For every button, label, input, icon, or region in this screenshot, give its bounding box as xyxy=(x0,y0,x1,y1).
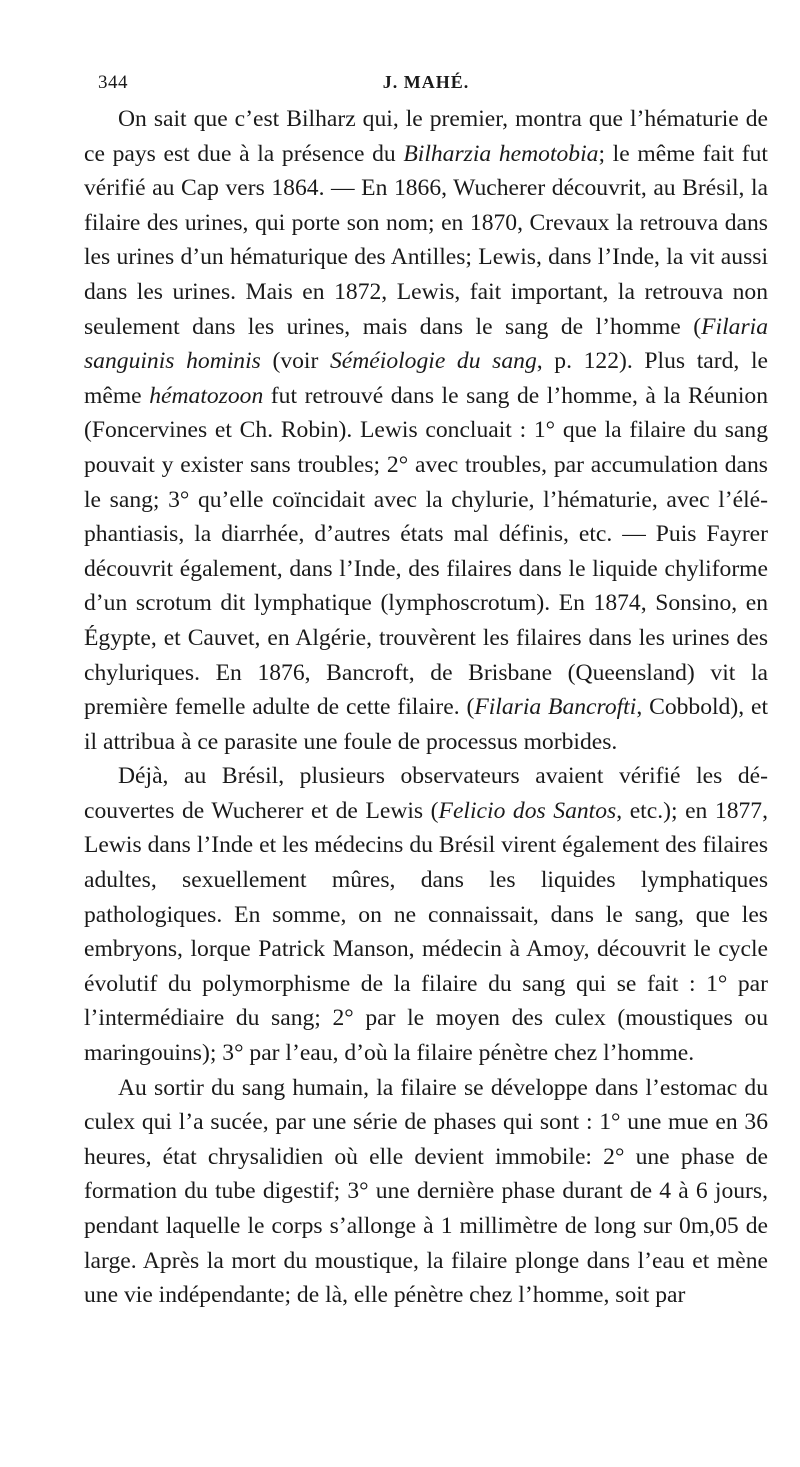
italic-text: Filaria sanguinis hominis xyxy=(84,313,768,375)
text-run: ; le même fait fut vérifié au Cap vers 1864. — En 1866, Wucherer découvrit, au Brésil, la filaire des urines, qui porte son nom; en 1870, Crevaux la retrouva dans les urines d’un hématurique des Antilles; Lewis, dans l’Inde, la vit aussi dans les urines. Mais en 1872, Lewis, fait important, la retrouva non seulement dans les urines, mais dans le sang de l’homme ( xyxy=(84,140,768,340)
italic-text: hématozoon xyxy=(149,382,264,409)
text-run: Au sortir du sang humain, la filaire se développe dans l’estomac du culex qui l’a sucée, par une série de phases qui sont : 1° une mue en 36 heures, état chrysalidien où elle devient immobile: 2° une phase de formation du tube digestif; 3° une dernière phase durant de 4 à 6 jours, pendant laquelle le corps s’allonge à 1 millimètre de long sur 0m,05 de large. Après la mort du moustique, la filaire plonge dans l’eau et mène une vie indépendante; de là, elle pénètre chez l’homme, soit par xyxy=(84,1074,768,1309)
text-run: , p. 122). Plus tard, le même xyxy=(84,348,768,409)
text-run: Déjà, au Brésil, plusieurs observateurs avaient vérifié les découvertes de Wucherer et de Lewis ( xyxy=(84,763,768,824)
text-run: (voir xyxy=(260,348,330,375)
italic-text: Filaria Bancrofti xyxy=(474,694,637,721)
running-head-author: J. MAHÉ. xyxy=(382,72,470,92)
text-run: On sait que c’est Bilharz qui, le premier, montra que l’hématurie de ce pays est due à la présence du xyxy=(84,106,768,167)
page-number: 344 xyxy=(98,72,128,93)
italic-text: Bilharzia hemotobia xyxy=(403,140,599,167)
text-run: fut retrouvé dans le sang de l’homme, à la Réunion (Foncervines et Ch. Robin). Lewis concluait : 1° que la filaire du sang pouvait y exister sans troubles; 2° avec troubles, par accumulation dans le sang; 3° qu’elle coïncidait avec la chylurie, l’hématurie, avec l’éléphantiasis, la diarrhée, d’autres états mal définis, etc. — Puis Fayrer découvrit également, dans l’Inde, des filaires dans le liquide chyliforme d’un scrotum dit lymphatique (lymphoscrotum). En 1874, Sonsino, en Égypte, et Cauvet, en Algérie, trouvèrent les filaires dans les urines des chyluriques. En 1876, Bancroft, de Brisbane (Queensland) vit la première femelle adulte de cette filaire. ( xyxy=(84,382,769,721)
paragraph xyxy=(84,759,768,1070)
italic-text: Séméiologie du sang xyxy=(329,348,537,375)
text-run: , etc.); en 1877, Lewis dans l’Inde et les médecins du Brésil virent également des filaires adultes, sexuellement mûres, dans les liquides lymphatiques pathologiques. En somme, on ne connaissait, dans le sang, que les embryons, lorque Patrick Manson, médecin à Amoy, découvrit le cycle évolutif du polymorphisme de la filaire du sang qui se fait : 1° par l’intermédiaire du sang; 2° par le moyen des culex (moustiques ou maringouins); 3° par l’eau, d’où la filaire pénètre chez l’homme. xyxy=(84,797,768,1067)
running-head xyxy=(84,72,768,102)
text-run: , Cobbold), et il attribua à ce parasite une foule de processus morbides. xyxy=(84,694,769,755)
body-text xyxy=(84,102,768,1313)
paragraph xyxy=(84,102,768,759)
book-page xyxy=(84,72,768,1313)
paragraph xyxy=(84,1071,768,1313)
italic-text: Felicio dos Santos xyxy=(438,797,617,824)
